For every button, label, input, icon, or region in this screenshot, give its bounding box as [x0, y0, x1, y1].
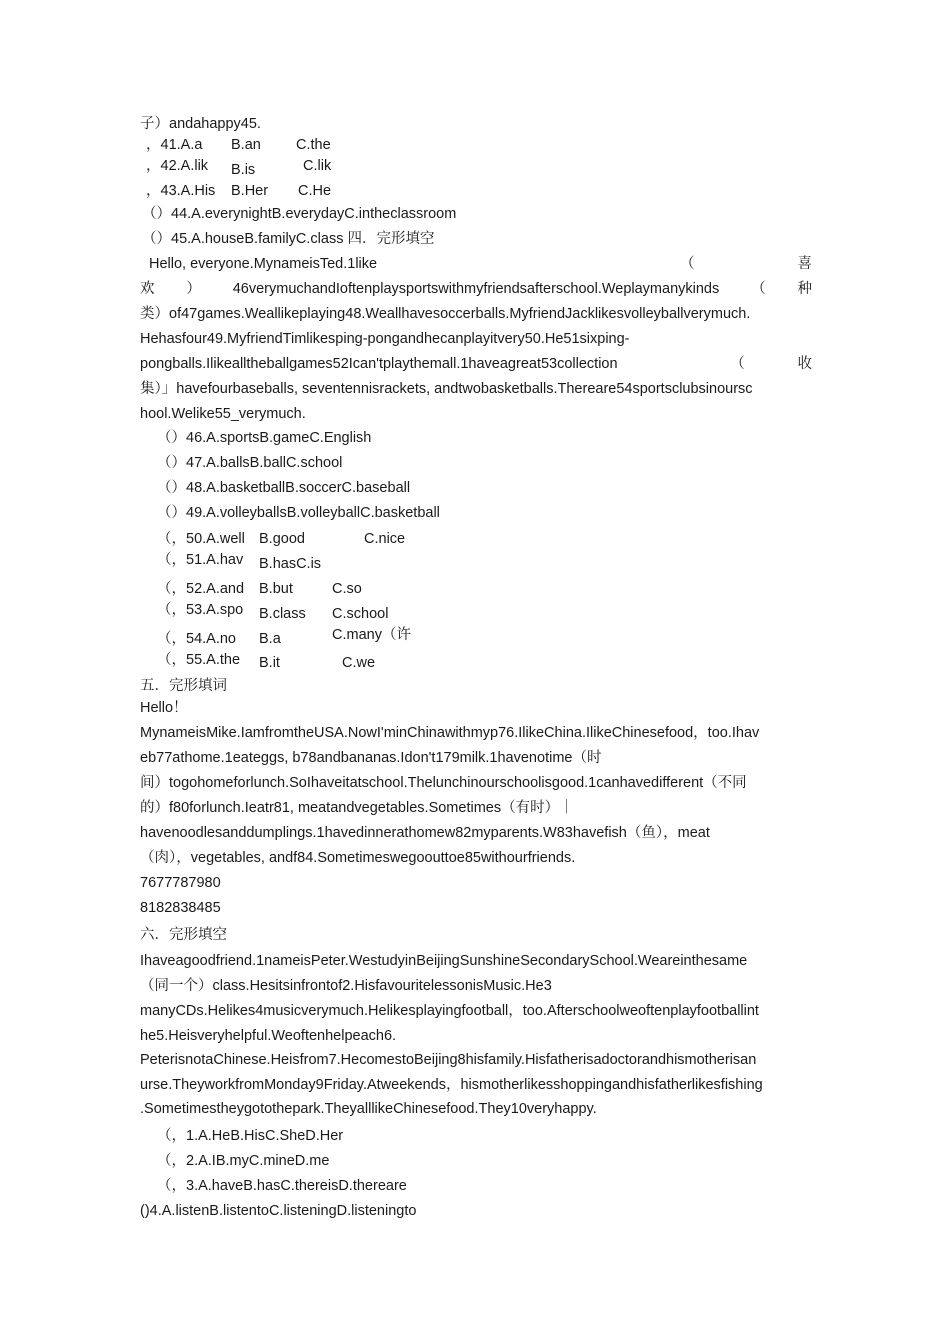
text-line: 子）andahappy45.: [140, 116, 261, 132]
question-52-option-b: B.but: [259, 581, 293, 597]
question-53-option-a: （，53.A.spo: [157, 602, 244, 618]
question-2: （，2.A.IB.myC.mineD.me: [157, 1153, 330, 1169]
section-5-title: 五．完形填词: [140, 678, 227, 694]
passage-line: 的）f80forlunch.Ieatr81, meatandvegetables.Sometimes（有时）｜: [140, 800, 574, 816]
question-54-option-a: （，54.A.no: [157, 631, 236, 647]
question-41-option-c: C.the: [296, 137, 331, 153]
question-42-option-b: B.is: [231, 162, 256, 178]
passage-line: 类）of47games.Weallikeplaying48.Weallhavesoccerballs.MyfriendJacklikesvolleyballverymuch.: [140, 306, 751, 322]
question-55-option-c: C.we: [342, 655, 376, 671]
passage-line: he5.Heisveryhelpful.Weoftenhelpeach6.: [140, 1028, 397, 1044]
question-53-option-b: B.class: [259, 606, 306, 622]
passage-line: pongballs.Ilikealltheballgames52Ican'tplaythemall.1haveagreat53collection （ 收: [140, 356, 812, 372]
section-4-title: 四．完形填空: [347, 231, 435, 247]
question-42-option-c: C.lik: [303, 158, 332, 174]
passage-line: Ihaveagoodfriend.1nameisPeter.WestudyinBeijingSunshineSecondarySchool.Weareinthesame: [140, 953, 748, 969]
question-49: （）49.A.volleyballsB.volleyballC.basketball: [157, 505, 440, 521]
question-43-option-a: ，43.A.His: [146, 183, 216, 199]
question-55-option-b: B.it: [259, 655, 280, 671]
question-54-option-b: B.a: [259, 631, 281, 647]
passage-line: .Sometimestheygotothepark.TheyalllikeChinesefood.They10veryhappy.: [140, 1101, 597, 1117]
question-41-option-a: ，41.A.a: [146, 137, 203, 153]
question-51-option-a: （，51.A.hav: [157, 552, 244, 568]
section-6-title: 六．完形填空: [140, 927, 227, 943]
question-53-option-c: C.school: [332, 606, 389, 622]
passage-line: urse.TheyworkfromMonday9Friday.Atweekends，hismotherlikesshoppingandhisfatherlikesfishing: [140, 1077, 763, 1093]
passage-line: MynameisMike.IamfromtheUSA.NowI'minChinawithmyp76.IlikeChina.IlikeChinesefood，too.Ihav: [140, 725, 760, 741]
question-45-text: （）45.A.houseB.familyC.class: [142, 231, 344, 247]
question-42-option-a: ，42.A.lik: [146, 158, 209, 174]
passage-line: 集）」havefourbaseballs, seventennisrackets, andtwobasketballs.Thereare54sportsclubsinoursc: [140, 381, 753, 397]
passage-line: （肉），vegetables, andf84.Sometimeswegoouttoe85withourfriends.: [140, 850, 576, 866]
passage-line: havenoodlesanddumplings.1havedinnerathomew82myparents.W83havefish（鱼），meat: [140, 825, 710, 841]
question-52-option-a: （，52.A.and: [157, 581, 245, 597]
question-50-option-a: （，50.A.well: [157, 531, 245, 547]
question-43-option-c: C.He: [298, 183, 332, 199]
question-41-option-b: B.an: [231, 137, 261, 153]
passage-line: 间）togohomeforlunch.SoIhaveitatschool.Thelunchinourschoolisgood.1canhavedifferent（不同: [140, 775, 747, 791]
passage-line: manyCDs.Helikes4musicverymuch.Helikesplayingfootball，too.Afterschoolweoftenplayfootballint: [140, 1003, 759, 1019]
question-50-option-c: C.nice: [364, 531, 406, 547]
passage-line: Hello！: [140, 700, 188, 716]
question-3: （，3.A.haveB.hasC.thereisD.thereare: [157, 1178, 407, 1194]
answer-numbers: 7677787980: [140, 875, 221, 891]
passage-line: eb77athome.1eateggs, b78andbananas.Idon't179milk.1havenotime（时: [140, 750, 602, 766]
question-43-option-b: B.Her: [231, 183, 269, 199]
passage-line: PeterisnotaChinese.Heisfrom7.HecomestoBeijing8hisfamily.Hisfatherisadoctorandhismotherisan: [140, 1052, 757, 1068]
question-51-option-b: B.hasC.is: [259, 556, 322, 572]
passage-line: 欢 ） 46verymuchandIoftenplaysportswithmyfriendsafterschool.Weplaymanykinds （ 种: [140, 281, 812, 297]
question-50-option-b: B.good: [259, 531, 305, 547]
question-46: （）46.A.sportsB.gameC.English: [157, 430, 372, 446]
question-55-option-a: （，55.A.the: [157, 652, 241, 668]
question-52-option-c: C.so: [332, 581, 362, 597]
question-4: ()4.A.listenB.listentoC.listeningD.listeningto: [140, 1203, 417, 1219]
question-45: [142, 230, 435, 248]
question-54-option-c: C.many（许: [332, 627, 411, 643]
answer-numbers: 8182838485: [140, 900, 221, 916]
question-44: （）44.A.everynightB.everydayC.intheclassroom: [142, 206, 457, 222]
question-48: （）48.A.basketballB.soccerC.baseball: [157, 480, 411, 496]
passage-line: hool.Welike55_verymuch.: [140, 406, 306, 422]
question-47: （）47.A.ballsB.ballC.school: [157, 455, 343, 471]
passage-line: Hehasfour49.MyfriendTimlikesping-pongandhecanplayitvery50.He51sixping-: [140, 331, 630, 347]
passage-line: Hello, everyone.MynameisTed.1like （ 喜: [149, 256, 812, 272]
question-1: （，1.A.HeB.HisC.SheD.Her: [157, 1128, 344, 1144]
passage-line: （同一个）class.Hesitsinfrontof2.HisfavouritelessonisMusic.He3: [140, 978, 552, 994]
